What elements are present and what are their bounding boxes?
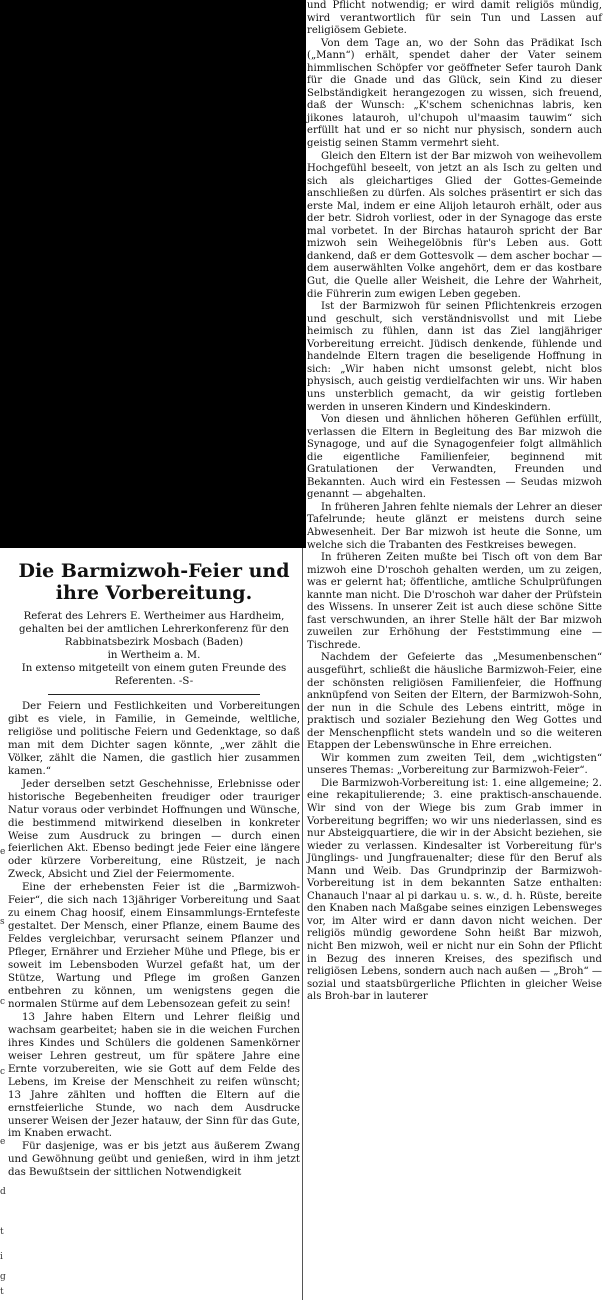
- article-byline: Referat des Lehrers E. Wertheimer aus Hardheim, gehalten bei der amtlichen Lehrerkonferenz für den Rabbinatsbezirk Mosbach (Baden): [19, 611, 289, 648]
- paragraph: Ist der Barmizwoh für seinen Pflichtenkreis erzogen und geschult, sich verständnisvollst und mit Liebe heimisch zu fühlen, dann ist das Ziel langjähriger Vorbereitung erreicht. Jüdisch denkende, fühlende und handelnde Eltern tragen die beseligende Hoffnung in sich: „Wir haben nicht umsonst gelebt, nicht blos physisch, auch geistig verdielfachten wir uns. Wir haben uns unsterblich gemacht, da wir geistig fortleben werden in unseren Kindern und Kindeskindern.: [307, 301, 602, 413]
- article-note: In extenso mitgeteilt von einem guten Freunde des Referenten. -S-: [21, 663, 287, 687]
- margin-mark: e: [0, 847, 6, 857]
- paragraph: Eine der erhebensten Feier ist die „Barmizwoh-Feier“, die sich nach 13jähriger Vorbereitung und Saat zu einem Chag hoosif, einem Einsammlungs-Erntefeste gestaltet. Der Mensch, einer Pflanze, einem Baume des Feldes vergleichbar, verursacht seinem Pflanzer und Pfleger, Ernährer und Erzieher Mühe und Pflege, bis er soweit im Lebensboden Wurzel gefaßt hat, um der Stütze, Wartung und Pflege im großen Ganzen entbehren zu können, um wenigstens gegen die normalen Stürme auf dem Lebensozean gefeit zu sein!: [8, 882, 300, 1010]
- margin-mark: d: [0, 1187, 6, 1197]
- article-place: in Wertheim a. M.: [107, 650, 201, 661]
- paragraph: Von dem Tage an, wo der Sohn das Prädikat Isch („Mann“) erhält, spendet daher der Vater seinem himmlischen Schöpfer vor geöffneter Sefer tauroh Dank für die Gnade und das Glück, sein Kind zu dieser Selbständigkeit herangezogen zu wissen, sich freuend, daß der Wunsch: „K'schem schenichnas labris, ken jikones latauroh, ul'chupoh ul'maasim tauwim“ sich erfüllt hat und er so nicht nur physisch, sondern auch geistig seinen Stamm vermehrt sieht.: [307, 37, 602, 150]
- paragraph: Die Barmizwoh-Vorbereitung ist: 1. eine allgemeine; 2. eine rekapitulierende; 3. eine praktisch-anschauende. Wir sind von der Wiege bis zum Grab immer in Vorbereitung begriffen; wo wir uns niederlassen, sind es nur Absteigquartiere, die wir in der Absicht beziehen, sie wieder zu verlassen. Kindesalter ist Vorbereitung für's Jünglings- und Jungfrauenalter; diese für den Beruf als Mann und Weib. Das Grundprinzip der Barmizwoh-Vorbereitung ist in dem bekannten Satze enthalten: Chanauch l'naar al pi darkau u. s. w., d. h. Rüste, bereite den Knaben nach Maßgabe seines einzigen Lebensweges vor, im Alter wird er dann davon nicht weichen. Der religiös mündig gewordene Sohn heißt Bar mizwoh, nicht Ben mizwoh, weil er nicht nur ein Sohn der Pflicht in Bezug des inneren Kreises, des spezifisch und religiösen Lebens, sondern auch nach außen — „Broh“ — sozial und staatsbürgerliche Pflichten in gleicher Weise als Broh-bar in lauterer: [307, 777, 602, 1003]
- paragraph: In früheren Zeiten mußte bei Tisch oft von dem Bar mizwoh eine D'roschoh gehalten werden, um zu zeigen, was er gelernt hat; öffentliche, amtliche Schulprüfungen kannte man nicht. Die D'roschoh war daher der Prüfstein des Wissens. In unserer Zeit ist auch diese schöne Sitte fast verschwunden, an ihrer Stelle hält der Bar mizwoh zuweilen zur Erhöhung der Feststimmung eine — Tischrede.: [307, 552, 602, 651]
- margin-mark: e: [0, 1137, 6, 1147]
- margin-mark: c: [0, 1067, 6, 1077]
- paragraph: und Pflicht notwendig; er wird damit religiös mündig, wird verantwortlich für sein Tun und Lassen auf religiösem Gebiete.: [307, 0, 602, 37]
- right-column: [307, 0, 602, 1004]
- margin-mark: t: [0, 1287, 4, 1297]
- margin-mark: c: [0, 997, 6, 1007]
- scan-black-area: [0, 0, 306, 548]
- paragraph: In früheren Jahren fehlte niemals der Lehrer an dieser Tafelrunde; heute glänzt er meistens durch seine Abwesenheit. Der Bar mizwoh ist heute die Sonne, um welche sich die Trabanten des Festkreises bewegen.: [307, 501, 602, 551]
- paragraph: 13 Jahre haben Eltern und Lehrer fleißig und wachsam gearbeitet; haben sie in die weichen Furchen ihres Kindes und Schülers die goldenen Samenkörner weiser Lehren gestreut, um für spätere Jahre eine Ernte vorzubereiten, wie sie Gott auf dem Felde des Lebens, im Kreise der Menschheit zu reifen wünscht; 13 Jahre zählten und hofften die Eltern auf die ernstfeierliche Stunde, wo nach dem Ausdrucke unserer Weisen der Jezer hatauw, der Sinn für das Gute, im Knaben erwacht.: [8, 1011, 300, 1140]
- article-title: Die Barmizwoh-Feier und ihre Vorbereitung.: [18, 560, 290, 604]
- paragraph: Der Feiern und Festlichkeiten und Vorbereitungen gibt es viele, in Familie, in Gemeinde, weltliche, religiöse und politische Feiern und Gedenktage, so daß man mit dem Dichter sagen könnte, „wer zählt die Völker, zählt die Namen, die gastlich hier zusammen kamen.“: [8, 701, 300, 777]
- margin-mark: t: [0, 1227, 4, 1237]
- paragraph: Für dasjenige, was er bis jetzt aus äußerem Zwang und Gewöhnung geübt und genießen, wird in ihm jetzt das Bewußtsein der sittlichen Notwendigkeit: [8, 1141, 300, 1179]
- margin-mark: g: [0, 1272, 6, 1282]
- column-divider: [302, 548, 303, 1300]
- paragraph: Von diesen und ähnlichen höheren Gefühlen erfüllt, verlassen die Eltern in Begleitung des Bar mizwoh die Synagoge, und auf die Synagogenfeier folgt allmählich die eigentliche Familienfeier, beginnend mit Gratulationen der Verwandten, Freunden und Bekannten. Auch wird ein Festessen — Seudas mizwoh genannt — abgehalten.: [307, 414, 602, 501]
- margin-mark: i: [0, 1252, 3, 1262]
- left-margin-fragments: [0, 548, 7, 1300]
- left-column: [8, 552, 300, 1180]
- paragraph: Wir kommen zum zweiten Teil, dem „wichtigsten“ unseres Themas: „Vorbereitung zur Barmizwoh-Feier“.: [307, 752, 602, 777]
- paragraph: Jeder derselben setzt Geschehnisse, Erlebnisse oder historische Begebenheiten freudiger oder trauriger Natur voraus oder verbindet Hoffnungen und Wünsche, die bestimmend mitwirkend dieselben in konkreter Weise zum Ausdruck zu bringen — durch einen feierlichen Akt. Ebenso bedingt jede Feier eine längere oder kürzere Vorbereitung, eine Rüstzeit, je nach Zweck, Absicht und Ziel der Feiermomente.: [8, 778, 300, 881]
- paragraph: Gleich den Eltern ist der Bar mizwoh von weihevollem Hochgefühl beseelt, von jetzt an als Isch zu gelten und sich als gleichartiges Glied der Gottes-Gemeinde anschließen zu dürfen. Als solches präsentirt er sich das erste Mal, indem er eine Alijoh letauroh erhält, oder aus der betr. Sidroh vorliest, oder in der Synagoge das erste mal vorbetet. In der Birchas hatauroh spricht der Bar mizwoh sein Weihegelöbnis für's Leben aus. Gott dankend, daß er dem Gottesvolk — dem ascher bochar — dem auserwählten Volke angehört, dem er das kostbare Gut, die Quelle aller Weisheit, die Lehre der Wahrheit, die Führerin zum ewigen Leben gegeben.: [307, 150, 602, 300]
- margin-mark: s: [0, 917, 5, 927]
- title-rule: [48, 694, 260, 695]
- paragraph: Nachdem der Gefeierte das „Mesumenbenschen“ ausgeführt, schließt die häusliche Barmizwoh-Feier, eine der schönsten religiösen Familienfeier, die Hoffnung anknüpfend von Seiten der Eltern, der Barmizwoh-Sohn, der nun in die Schule des Lebens eintritt, möge in praktisch und sozialer Beziehung den Weg Gottes und der Menschenpflicht stets wandeln und so die weiteren Etappen der Lebenswünsche in Ehre erreichen.: [307, 652, 602, 752]
